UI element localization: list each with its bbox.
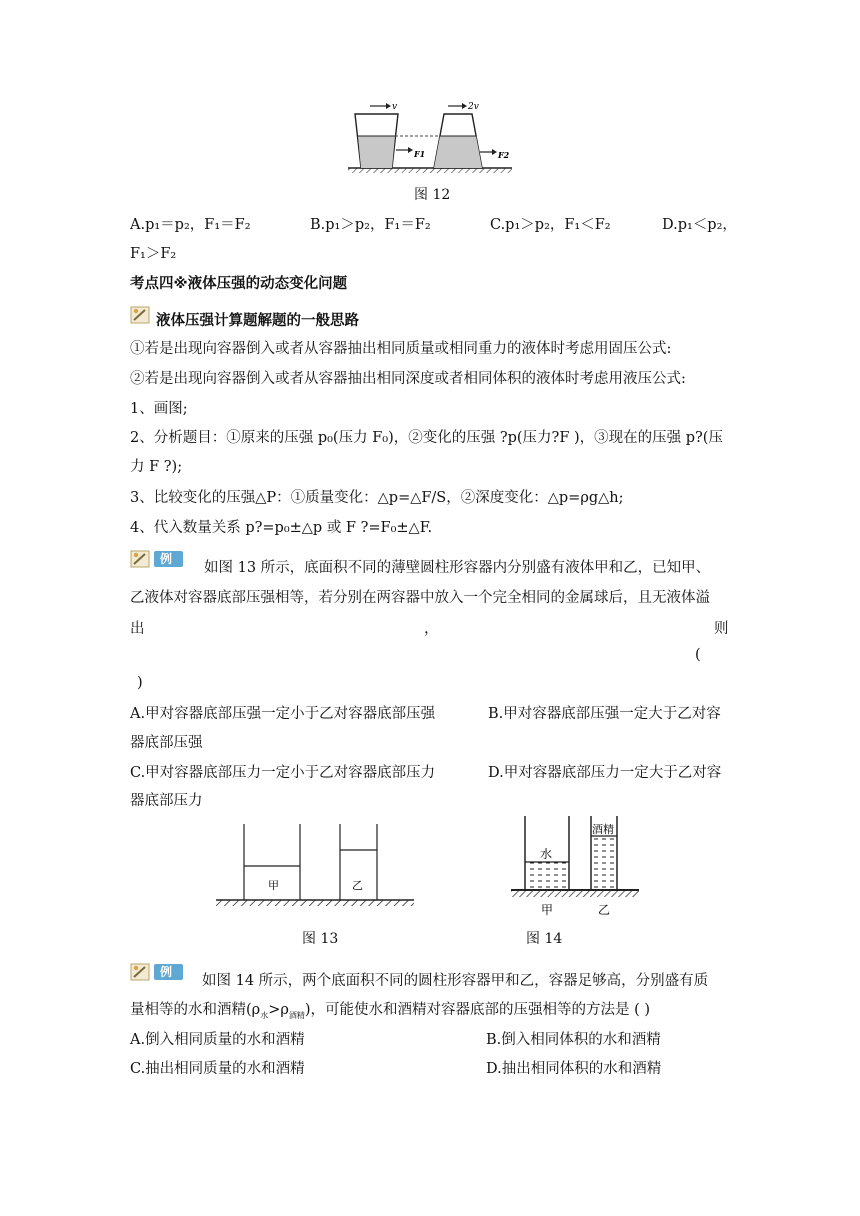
example-14-tag: 例14 [154, 964, 183, 980]
ex14-option-b: B.倒入相同体积的水和酒精 [486, 1032, 661, 1048]
ex14-line-1: 如图 14 所示，两个底面积不同的圆柱形容器甲和乙，容器足够高，分别盛有质 [202, 973, 709, 989]
figure-13-caption: 图 13 [302, 931, 339, 947]
ex13-line-3b: ， [424, 621, 439, 637]
fig14-label-jia: 甲 [541, 903, 554, 917]
ex14-option-c: C.抽出相同质量的水和酒精 [130, 1061, 305, 1077]
ex13-line-3a: 出 [130, 621, 145, 637]
section-4-title: 考点四※液体压强的动态变化问题 [130, 276, 348, 292]
figure-14-caption: 图 14 [526, 931, 563, 947]
ex14-gt: >ρ [268, 1002, 289, 1018]
fig14-label-yi: 乙 [598, 903, 611, 917]
ex13-option-d: D.甲对容器底部压力一定大于乙对容 [488, 765, 722, 781]
ex13-option-d-continued: 器底部压力 [130, 793, 203, 809]
ex14-line-2 [130, 998, 650, 1021]
ex14-option-a: A.倒入相同质量的水和酒精 [130, 1032, 305, 1048]
figure-12-caption: 图 12 [414, 187, 451, 203]
method-line-5: 力 F ?); [130, 459, 183, 475]
q12-option-d-continued: F₁＞F₂ [130, 246, 177, 262]
fig14-label-alcohol: 酒精 [592, 823, 614, 836]
example-13-tag: 例13 [154, 551, 183, 567]
ex13-option-c: C.甲对容器底部压力一定小于乙对容器底部压力 [130, 765, 436, 781]
ex13-paren-open: ( [695, 647, 701, 663]
q12-option-a: A.p₁＝p₂，F₁＝F₂ [130, 217, 251, 233]
force-f2-label: F2 [498, 150, 510, 160]
ex13-option-a: A.甲对容器底部压强一定小于乙对容器底部压强 [130, 706, 436, 722]
method-line-7: 4、代入数量关系 p?=p₀±△p 或 F ?=F₀±△F. [130, 520, 433, 536]
ex14-line-2-start: 量相等的水和酒精(ρ [130, 1002, 261, 1018]
q12-option-c: C.p₁＞p₂，F₁＜F₂ [490, 217, 611, 233]
ex14-line-2-end: )，可能使水和酒精对容器底部的压强相等的方法是 ( ) [304, 1002, 651, 1018]
method-line-2: ②若是出现向容器倒入或者从容器抽出相同深度或者相同体积的液体时考虑用液压公式: [130, 371, 686, 387]
fig13-label-jia: 甲 [268, 879, 279, 892]
q12-option-b: B.p₁＞p₂，F₁＝F₂ [310, 217, 431, 233]
force-f1-label: F1 [414, 149, 426, 159]
method-line-1: ①若是出现向容器倒入或者从容器抽出相同质量或相同重力的液体时考虑用固压公式: [130, 341, 672, 357]
method-line-6: 3、比较变化的压强△P：①质量变化：△p=△F/S，②深度变化：△p=ρg△h; [130, 490, 624, 506]
fig13-label-yi: 乙 [352, 879, 363, 892]
ex13-line-3c: 则 [714, 621, 729, 637]
fig14-label-water: 水 [540, 847, 553, 861]
figure-13-diagram [210, 818, 420, 914]
ex14-sub-alcohol: 酒精 [288, 1010, 305, 1020]
figure-12-diagram [340, 100, 520, 175]
ex13-paren-close: ) [137, 675, 143, 691]
ex13-option-b: B.甲对容器底部压强一定大于乙对容 [488, 706, 721, 722]
figure-14-diagram [505, 812, 645, 922]
ex13-line-2: 乙液体对容器底部压强相等，若分别在两容器中放入一个完全相同的金属球后，且无液体溢 [130, 590, 710, 606]
ex14-option-d: D.抽出相同体积的水和酒精 [486, 1061, 662, 1077]
ex14-sub-water: 水 [260, 1010, 269, 1020]
velocity-2v-label: 2v [468, 102, 479, 112]
method-heading: 液体压强计算题解题的一般思路 [156, 313, 359, 329]
ex13-option-b-continued: 器底部压强 [130, 735, 203, 751]
method-line-4: 2、分析题目：①原来的压强 p₀(压力 F₀)，②变化的压强 ?p(压力?F )，③现在的压强 p?(压 [130, 430, 723, 446]
method-line-3: 1、画图; [130, 401, 188, 417]
velocity-v-label: v [392, 102, 398, 112]
ex13-line-1: 如图 13 所示，底面积不同的薄壁圆柱形容器内分别盛有液体甲和乙，已知甲、 [204, 560, 711, 576]
q12-option-d: D.p₁＜p₂， [662, 217, 737, 233]
